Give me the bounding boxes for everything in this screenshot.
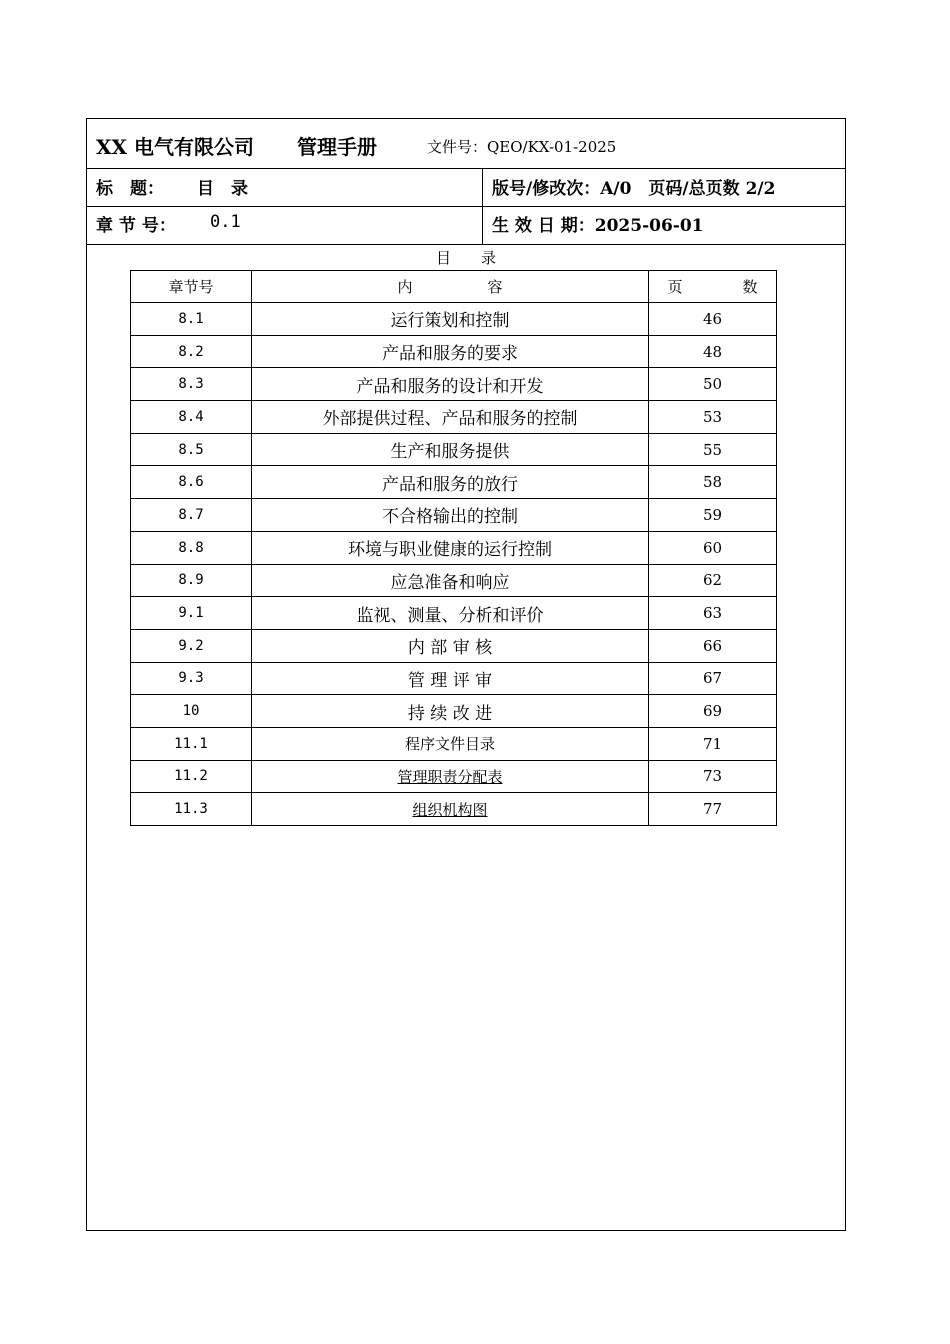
- chapter-cell: 11.3: [131, 793, 252, 826]
- chapter-cell: 11.2: [131, 760, 252, 793]
- manual-name: 管理手册: [297, 135, 377, 159]
- table-row[interactable]: [131, 466, 777, 499]
- page-cell: 66: [649, 629, 777, 662]
- column-header-chapter: 章节号: [131, 271, 252, 303]
- manual-page-frame: [86, 118, 846, 1231]
- page-cell: 77: [649, 793, 777, 826]
- content-cell: 外部提供过程、产品和服务的控制: [252, 401, 649, 434]
- table-row[interactable]: [131, 793, 777, 826]
- chapter-cell: 8.4: [131, 401, 252, 434]
- table-row[interactable]: [131, 597, 777, 630]
- header-row-subject: [87, 169, 845, 207]
- table-row[interactable]: [131, 368, 777, 401]
- page-cell: 59: [649, 499, 777, 532]
- version-page-info: 版号/修改次：A/0 页码/总页数 2/2: [492, 179, 776, 199]
- page-cell: 55: [649, 433, 777, 466]
- header-row-chapter: [87, 207, 845, 245]
- chapter-cell: 8.6: [131, 466, 252, 499]
- chapter-cell: 8.3: [131, 368, 252, 401]
- chapter-label: 章 节 号：: [96, 216, 176, 236]
- header-row-title: [87, 119, 845, 169]
- title-label: 标 题：: [96, 179, 164, 199]
- header-divider: [482, 207, 483, 244]
- company-name: XX 电气有限公司: [96, 135, 254, 159]
- content-cell: 监视、测量、分析和评价: [252, 597, 649, 630]
- content-cell: 运行策划和控制: [252, 303, 649, 336]
- toc-title: 目 录: [435, 249, 496, 267]
- page-cell: 46: [649, 303, 777, 336]
- header-divider: [482, 169, 483, 206]
- column-header-content: 内 容: [252, 271, 649, 303]
- table-row[interactable]: [131, 695, 777, 728]
- page-cell: 67: [649, 662, 777, 695]
- chapter-cell: 11.1: [131, 727, 252, 760]
- chapter-cell: 8.2: [131, 335, 252, 368]
- page-cell: 73: [649, 760, 777, 793]
- chapter-cell: 9.3: [131, 662, 252, 695]
- toc-link[interactable]: 组织机构图: [412, 800, 488, 819]
- content-cell: 环境与职业健康的运行控制: [252, 531, 649, 564]
- table-row[interactable]: [131, 303, 777, 336]
- page-cell: 53: [649, 401, 777, 434]
- table-row[interactable]: [131, 531, 777, 564]
- table-row[interactable]: [131, 433, 777, 466]
- table-row[interactable]: [131, 401, 777, 434]
- chapter-cell: 8.1: [131, 303, 252, 336]
- table-row[interactable]: [131, 564, 777, 597]
- page-cell: 58: [649, 466, 777, 499]
- content-cell: 应急准备和响应: [252, 564, 649, 597]
- page-cell: 60: [649, 531, 777, 564]
- page-cell: 62: [649, 564, 777, 597]
- table-row[interactable]: [131, 662, 777, 695]
- toc-link[interactable]: 管理职责分配表: [397, 767, 503, 786]
- page-cell: 63: [649, 597, 777, 630]
- toc-header-row: [131, 271, 777, 303]
- table-row[interactable]: [131, 629, 777, 662]
- content-cell: 管 理 评 审: [252, 662, 649, 695]
- content-cell: 不合格输出的控制: [252, 499, 649, 532]
- content-cell: 产品和服务的设计和开发: [252, 368, 649, 401]
- toc-table: [130, 270, 777, 826]
- table-row[interactable]: [131, 499, 777, 532]
- table-row[interactable]: [131, 760, 777, 793]
- page-cell: 71: [649, 727, 777, 760]
- effective-date: 生 效 日 期：2025-06-01: [492, 216, 704, 236]
- title-value: 目 录: [197, 179, 248, 199]
- content-cell: [252, 793, 649, 826]
- content-cell: 程序文件目录: [252, 727, 649, 760]
- table-row[interactable]: [131, 727, 777, 760]
- chapter-cell: 8.8: [131, 531, 252, 564]
- content-cell: 产品和服务的要求: [252, 335, 649, 368]
- chapter-cell: 9.1: [131, 597, 252, 630]
- content-cell: 持 续 改 进: [252, 695, 649, 728]
- content-cell: 产品和服务的放行: [252, 466, 649, 499]
- content-cell: 内 部 审 核: [252, 629, 649, 662]
- content-cell: [252, 760, 649, 793]
- page-cell: 48: [649, 335, 777, 368]
- document-number: 文件号：QEO/KX-01-2025: [427, 138, 617, 156]
- table-row[interactable]: [131, 335, 777, 368]
- chapter-cell: 9.2: [131, 629, 252, 662]
- chapter-cell: 8.9: [131, 564, 252, 597]
- page-cell: 69: [649, 695, 777, 728]
- chapter-value: 0.1: [210, 212, 241, 232]
- chapter-cell: 10: [131, 695, 252, 728]
- chapter-cell: 8.7: [131, 499, 252, 532]
- content-cell: 生产和服务提供: [252, 433, 649, 466]
- column-header-page: 页 数: [649, 271, 777, 303]
- page-cell: 50: [649, 368, 777, 401]
- chapter-cell: 8.5: [131, 433, 252, 466]
